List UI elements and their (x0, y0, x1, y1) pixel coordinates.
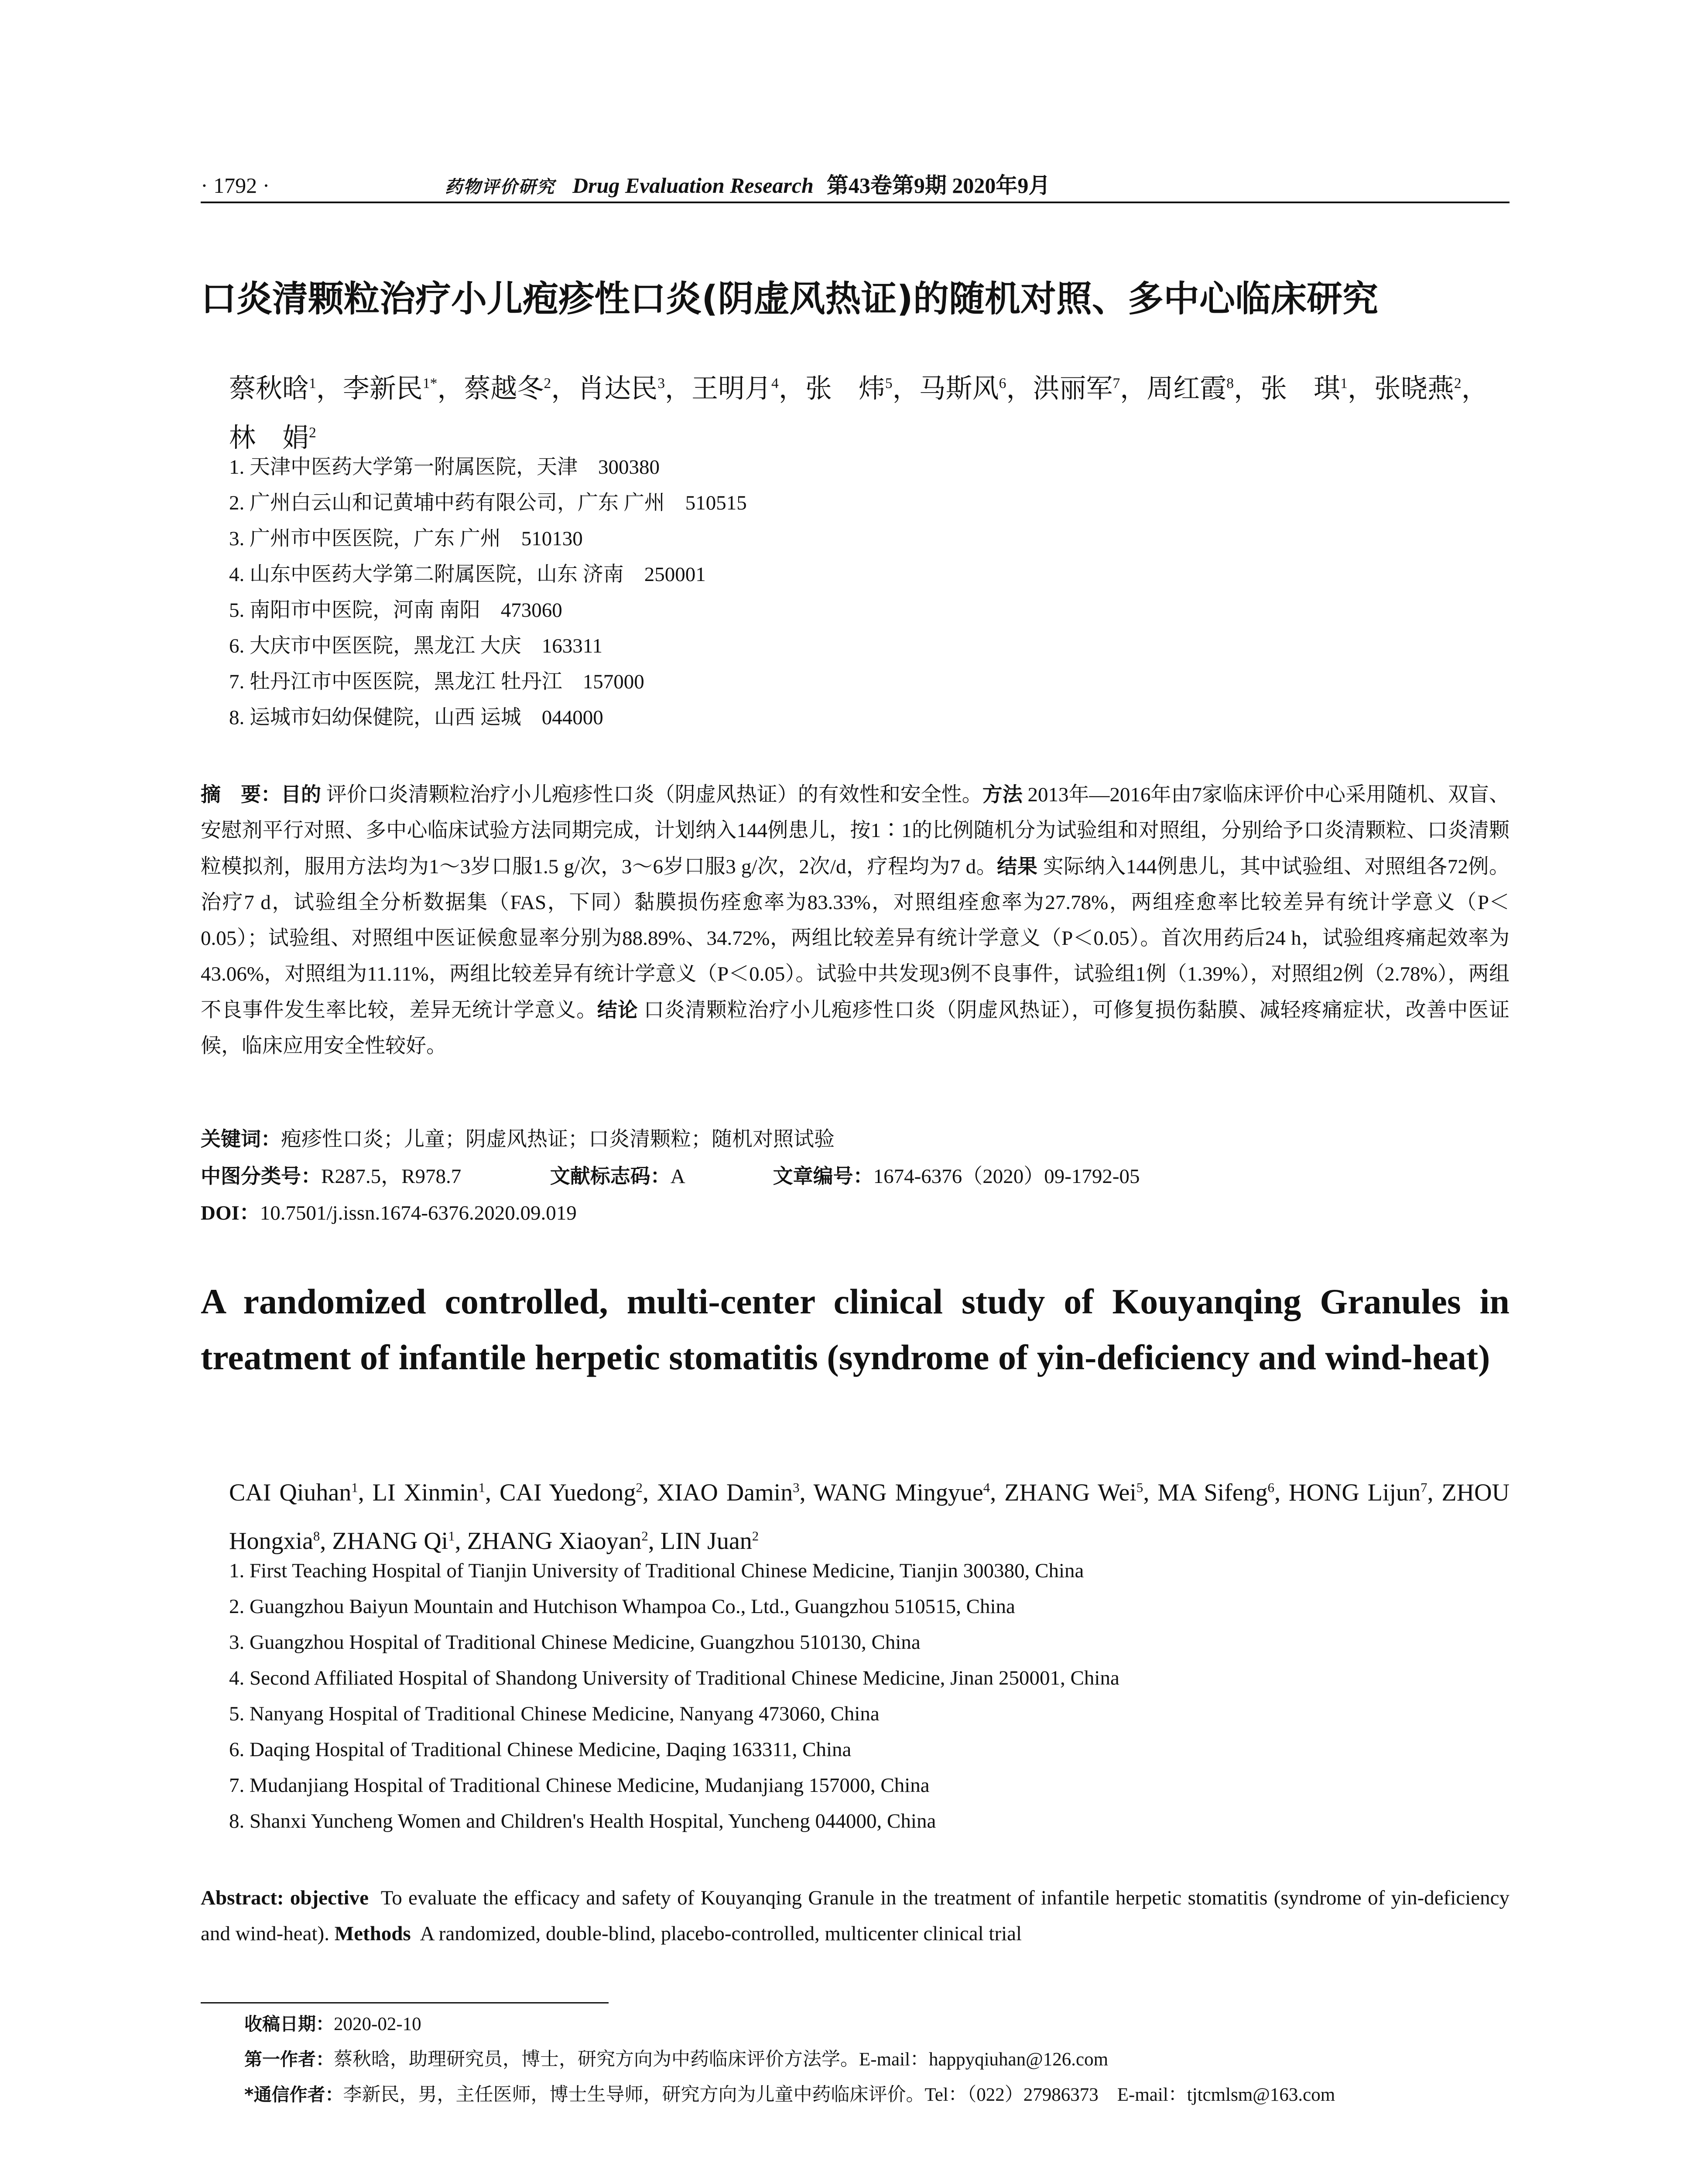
author-name: 林 娟 (229, 423, 309, 453)
page-number: · 1792 · (201, 173, 270, 198)
affiliation-en: 3. Guangzhou Hospital of Traditional Chinese Medicine, Guangzhou 510130, China (229, 1631, 921, 1654)
footnotes (244, 2007, 1509, 2113)
author-affiliation-sup: 1 (448, 1528, 455, 1544)
footnote-rule (201, 2002, 609, 2003)
author-name: LIN Juan (660, 1528, 752, 1555)
author-affiliation-sup: 1 (1340, 376, 1348, 392)
author-name: HONG Lijun (1289, 1479, 1421, 1506)
author-name: LI Xinmin (372, 1479, 479, 1506)
en-author (1157, 1479, 1274, 1506)
received-label: 收稿日期： (244, 2013, 334, 2034)
header-rule (201, 202, 1509, 203)
author-name: 周红霞 (1147, 374, 1227, 404)
methods-label: 方法 (982, 783, 1023, 806)
received-date (244, 2007, 1509, 2042)
author-affiliation-sup: 8 (1226, 376, 1234, 392)
en-author (661, 1528, 759, 1555)
author-name: 王明月 (691, 374, 772, 404)
journal-name: Drug Evaluation Research (572, 173, 814, 198)
first-author-note (244, 2042, 1509, 2077)
doi-label: DOI： (201, 1202, 260, 1224)
abstract-en-objective: To evaluate the efficacy and safety of Kouyanqing Granule in the treatment of infantile herpetic stomatitis (syndrome of yin-deficiency and wind-heat). (201, 1887, 1509, 1945)
author-affiliation-sup: 5 (1136, 1480, 1143, 1495)
author-affiliation-sup: 5 (885, 376, 893, 392)
doi-line (201, 1195, 1509, 1231)
author-affiliation-sup: 8 (313, 1528, 320, 1544)
author-affiliation-sup: 4 (983, 1480, 990, 1495)
cn-author (805, 374, 893, 403)
author-affiliation-sup: 2 (1454, 376, 1462, 392)
author-affiliation-sup: 6 (999, 376, 1006, 392)
methods-text: 2013年—2016年由7家临床评价中心采用随机、双盲、安慰剂平行对照、多中心临床试验方法同期完成，计划纳入144例患儿，按1∶1的比例随机分为试验组和对照组，分别给予口炎清颗粒、口炎清颗粒模拟剂，服用方法均为1～3岁口服1.5 g/次，3～6岁口服3 g/次，2次/d，疗程均为7 d。 (201, 783, 1509, 878)
doc-code-value: A (670, 1165, 685, 1188)
first-author-label: 第一作者： (244, 2049, 334, 2070)
author-affiliation-sup: 2 (544, 376, 551, 392)
en-author (332, 1528, 455, 1555)
author-name: 张 炜 (805, 374, 885, 404)
affiliation-cn: 1. 天津中医药大学第一附属医院，天津 300380 (229, 456, 660, 479)
doc-code-label: 文献标志码： (550, 1164, 671, 1188)
author-affiliation-sup: 7 (1420, 1480, 1427, 1495)
author-name: XIAO Damin (657, 1479, 793, 1506)
cn-author (1260, 374, 1348, 403)
affiliation-cn: 3. 广州市中医医院，广东 广州 510130 (229, 527, 583, 550)
affiliations-en (229, 1553, 1509, 1839)
author-name: ZHANG Wei (1004, 1479, 1136, 1506)
en-author (1289, 1479, 1427, 1506)
classification-line (201, 1158, 1509, 1194)
author-affiliation-sup: 2 (752, 1528, 759, 1544)
en-author (1004, 1479, 1143, 1506)
first-author-value: 蔡秋晗，助理研究员，博士，研究方向为中药临床评价方法学。E-mail：happyqiuhan@126.com (334, 2049, 1109, 2070)
cn-author (229, 374, 316, 403)
author-name: CAI Qiuhan (229, 1479, 352, 1506)
affiliation-en: 8. Shanxi Yuncheng Women and Children's Health Hospital, Yuncheng 044000, China (229, 1810, 936, 1832)
title-cn: 口炎清颗粒治疗小儿疱疹性口炎(阴虚风热证)的随机对照、多中心临床研究 (201, 278, 1378, 320)
affiliation-en: 4. Second Affiliated Hospital of Shandong University of Traditional Chinese Medicine, Jinan 250001, China (229, 1667, 1119, 1689)
en-author (500, 1479, 643, 1506)
author-name: CAI Yuedong (500, 1479, 636, 1506)
title-en: A randomized controlled, multi-center clinical study of Kouyanqing Granules in treatment of infantile herpetic stomatitis (syndrome of yin-deficiency and wind-heat) (201, 1282, 1509, 1377)
cn-author (229, 424, 316, 453)
cn-author (919, 374, 1006, 403)
authors-en: CAI Qiuhan$^1$, LI Xinmin$^1$, CAI Yuedong$^2$, XIAO Damin$^3$, WANG Mingyue$^4$, ZHANG Wei$^5$, MA Sifeng$^6$, HONG Lijun$^7$, ZHOU Hongxia$^8$, ZHANG Qi$^1$, ZHANG Xiaoyan$^2$, LIN Juan$^2$ (229, 1479, 1510, 1555)
affiliation-cn: 2. 广州白云山和记黄埔中药有限公司，广东 广州 510515 (229, 492, 747, 514)
author-affiliation-sup: 1* (422, 376, 438, 392)
en-author (373, 1479, 485, 1506)
affiliation-en: 7. Mudanjiang Hospital of Traditional Chinese Medicine, Mudanjiang 157000, China (229, 1774, 930, 1797)
received-value: 2020-02-10 (334, 2014, 421, 2034)
author-affiliation-sup: 1 (309, 376, 316, 392)
article-no-label: 文章编号： (773, 1164, 873, 1188)
cn-author (464, 374, 551, 403)
author-name: WANG Mingyue (813, 1479, 983, 1506)
corresponding-label: *通信作者： (244, 2084, 343, 2105)
affiliation-cn: 5. 南阳市中医院，河南 南阳 473060 (229, 599, 562, 622)
author-affiliation-sup: 3 (657, 376, 665, 392)
affiliation-en: 1. First Teaching Hospital of Tianjin University of Traditional Chinese Medicine, Tianjin 300380, China (229, 1559, 1084, 1582)
author-affiliation-sup: 2 (309, 424, 316, 441)
cn-author (1033, 374, 1120, 403)
affiliation-en: 6. Daqing Hospital of Traditional Chinese Medicine, Daqing 163311, China (229, 1738, 852, 1761)
author-affiliation-sup: 4 (771, 376, 779, 392)
objective-text: 评价口炎清颗粒治疗小儿疱疹性口炎（阴虚风热证）的有效性和安全性。 (326, 783, 982, 806)
abstract-en-label: Abstract: objective (201, 1887, 369, 1909)
affiliation-cn: 6. 大庆市中医医院，黑龙江 大庆 163311 (229, 635, 603, 657)
conclusion-label: 结论 (597, 998, 638, 1022)
author-affiliation-sup: 2 (641, 1528, 648, 1544)
keywords-value: 疱疹性口炎；儿童；阴虚风热证；口炎清颗粒；随机对照试验 (281, 1128, 835, 1151)
cn-author (1147, 374, 1234, 403)
affiliation-cn: 4. 山东中医药大学第二附属医院，山东 济南 250001 (229, 563, 706, 586)
author-affiliation-sup: 2 (636, 1480, 643, 1495)
corresponding-value: 李新民，男，主任医师，博士生导师，研究方向为儿童中药临床评价。Tel：（022）27986373 E-mail：tjtcmlsm@163.com (343, 2085, 1335, 2105)
journal-logo: 药物评价研究 (445, 177, 555, 197)
abstract-en-methods: A randomized, double-blind, placebo-controlled, multicenter clinical trial (420, 1922, 1022, 1945)
author-name: ZHANG Qi (332, 1528, 448, 1555)
author-name: ZHOU Hongxia (229, 1479, 1510, 1555)
author-name: ZHANG Xiaoyan (467, 1528, 642, 1555)
clc-value: R287.5，R978.7 (321, 1165, 462, 1188)
results-label: 结果 (997, 855, 1038, 878)
author-affiliation-sup: 6 (1267, 1480, 1275, 1495)
author-affiliation-sup: 3 (793, 1480, 800, 1495)
affiliation-en: 2. Guangzhou Baiyun Mountain and Hutchison Whampoa Co., Ltd., Guangzhou 510515, China (229, 1595, 1015, 1618)
author-name: 张晓燕 (1374, 374, 1454, 404)
en-author (814, 1479, 990, 1506)
abstract-cn-label: 摘 要： (201, 783, 281, 806)
affiliation-cn: 8. 运城市妇幼保健院，山西 运城 044000 (229, 706, 603, 729)
author-name: 张 琪 (1260, 374, 1341, 404)
cn-author (343, 374, 438, 403)
authors-cn: 蔡秋晗$^1$，李新民$^{1*}$，蔡越冬$^2$，肖达民$^3$，王明月$^4$，张 炜$^5$，马斯风$^6$，洪丽军$^7$，周红霞$^8$，张 琪$^1$，张晓燕$^2$，林 娟$^2$ (229, 374, 1488, 453)
en-author (467, 1528, 648, 1555)
abstract-cn (201, 776, 1509, 1064)
cn-author (1374, 374, 1462, 403)
author-affiliation-sup: 1 (478, 1480, 486, 1495)
keywords-label: 关键词： (201, 1127, 281, 1151)
abstract-en (201, 1880, 1509, 1952)
affiliation-en: 5. Nanyang Hospital of Traditional Chinese Medicine, Nanyang 473060, China (229, 1702, 880, 1725)
article-no-value: 1674-6376（2020）09-1792-05 (873, 1165, 1140, 1188)
author-name: 蔡越冬 (464, 374, 544, 404)
author-name: 肖达民 (578, 374, 658, 404)
running-header (201, 168, 1509, 198)
corresponding-author-note (244, 2077, 1509, 2113)
objective-label: 目的 (281, 783, 321, 806)
author-name: 李新民 (342, 374, 423, 404)
affiliations-cn (229, 449, 1509, 735)
abstract-en-methods-label: Methods (334, 1922, 411, 1945)
conclusion-text: 口炎清颗粒治疗小儿疱疹性口炎（阴虚风热证），可修复损伤黏膜、减轻疼痛症状，改善中医证候，临床应用安全性较好。 (201, 999, 1510, 1057)
clc-label: 中图分类号： (201, 1164, 321, 1188)
cn-author (691, 374, 779, 403)
keywords-cn (201, 1121, 1509, 1157)
results-text: 实际纳入144例患儿，其中试验组、对照组各72例。治疗7 d，试验组全分析数据集（FAS，下同）黏膜损伤痊愈率为83.33%，对照组痊愈率为27.78%，两组痊愈率比较差异有统计学意义（P＜0.05）；试验组、对照组中医证候愈显率分别为88.89%、34.72%，两组比较差异有统计学意义（P＜0.05）。首次用药后24 h，试验组疼痛起效率为43.06%，对照组为11.11%，两组比较差异有统计学意义（P＜0.05）。试验中共发现3例不良事件，试验组1例（1.39%），对照组2例（2.78%），两组不良事件发生率比较，差异无统计学意义。 (201, 855, 1509, 1022)
author-name: 洪丽军 (1033, 374, 1113, 404)
en-author (229, 1479, 358, 1506)
en-author (657, 1479, 800, 1506)
doi-link[interactable]: 10.7501/j.issn.1674-6376.2020.09.019 (260, 1202, 577, 1224)
author-name: 蔡秋晗 (229, 374, 309, 404)
author-affiliation-sup: 7 (1112, 376, 1120, 392)
author-name: MA Sifeng (1157, 1479, 1268, 1506)
journal-issue: 第43卷第9期 2020年9月 (826, 173, 1051, 198)
author-affiliation-sup: 1 (351, 1480, 358, 1495)
cn-author (578, 374, 665, 403)
affiliation-cn: 7. 牡丹江市中医医院，黑龙江 牡丹江 157000 (229, 670, 644, 693)
author-name: 马斯风 (919, 374, 999, 404)
